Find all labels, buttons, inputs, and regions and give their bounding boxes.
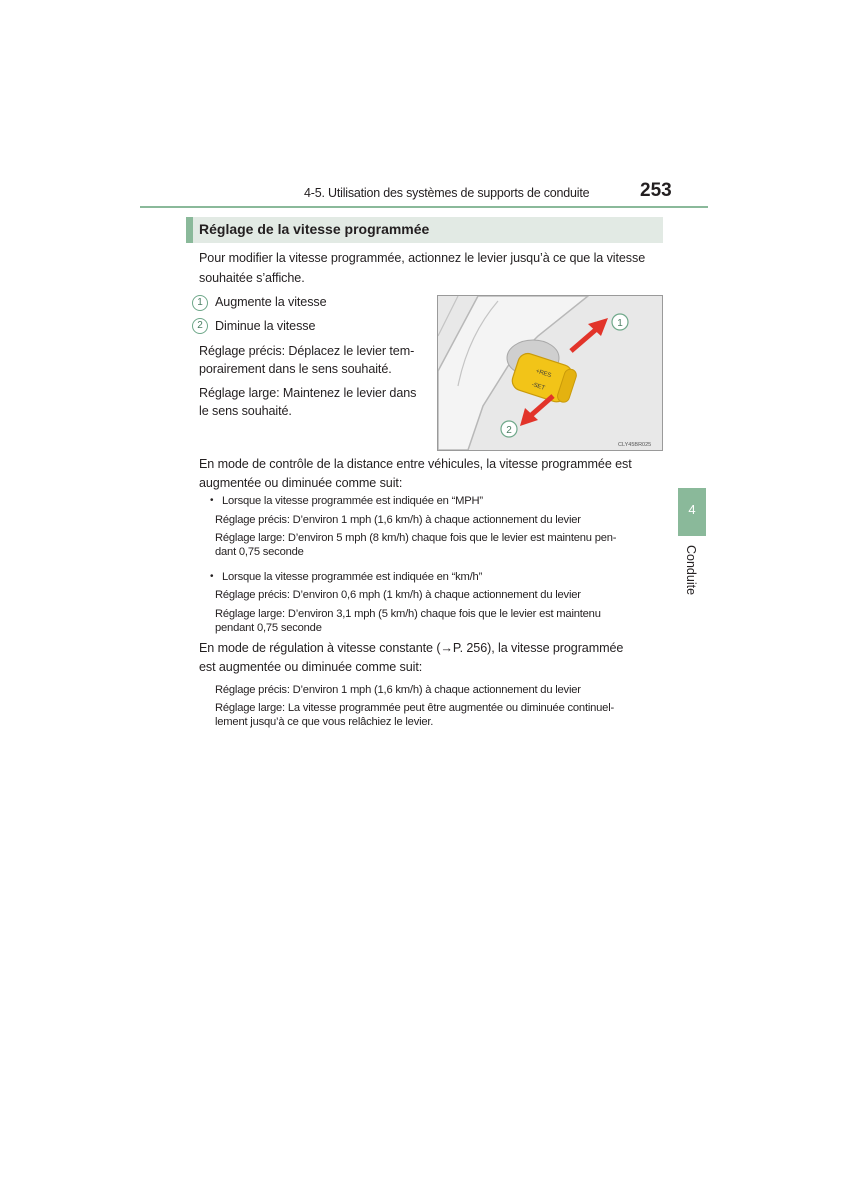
header-divider	[140, 206, 708, 208]
distance-mode-line-2: augmentée ou diminuée comme suit:	[199, 476, 403, 490]
mph-coarse-line-1: Réglage large: D’environ 5 mph (8 km/h) chaque fois que le levier est maintenu pen-	[215, 532, 617, 544]
kmh-bullet: Lorsque la vitesse programmée est indiquée en “km/h”	[222, 571, 483, 583]
constant-mode-line-1: En mode de régulation à vitesse constante (→P. 256), la vitesse programmée	[199, 641, 624, 655]
fine-adjust-line-2: porairement dans le sens souhaité.	[199, 362, 392, 376]
kmh-coarse-line-1: Réglage large: D’environ 3,1 mph (5 km/h) chaque fois que le levier est maintenu	[215, 608, 601, 620]
coarse-adjust-line-1: Réglage large: Maintenez le levier dans	[199, 386, 417, 400]
intro-line-1: Pour modifier la vitesse programmée, actionnez le levier jusqu’à ce que la vitesse	[199, 251, 646, 265]
kmh-fine: Réglage précis: D’environ 0,6 mph (1 km/h) à chaque actionnement du levier	[215, 589, 581, 601]
svg-text:-SET: -SET	[530, 381, 546, 392]
constant-mode-line-2: est augmentée ou diminuée comme suit:	[199, 660, 423, 674]
cruise-lever-illustration	[437, 295, 663, 451]
svg-text:+RES: +RES	[534, 368, 552, 380]
page-header-title: 4-5. Utilisation des systèmes de supports de conduite	[304, 186, 590, 200]
fine-adjust-line-1: Réglage précis: Déplacez le levier tem-	[199, 344, 415, 358]
mph-coarse-line-2: dant 0,75 seconde	[215, 546, 304, 558]
bullet-dot: •	[210, 571, 214, 582]
figure-marker-1-label: 1	[617, 318, 623, 329]
chapter-number: 4	[688, 502, 696, 517]
bullet-dot: •	[210, 495, 214, 506]
chapter-label: Conduite	[684, 545, 698, 596]
section-heading-bar	[186, 217, 663, 243]
marker-2-icon: 2	[192, 318, 208, 334]
page-number: 253	[640, 180, 672, 201]
mph-bullet: Lorsque la vitesse programmée est indiquée en “MPH”	[222, 495, 483, 507]
section-heading: Réglage de la vitesse programmée	[199, 221, 430, 237]
chapter-tab	[678, 488, 706, 536]
distance-mode-line-1: En mode de contrôle de la distance entre véhicules, la vitesse programmée est	[199, 457, 632, 471]
constant-coarse-line-2: lement jusqu’à ce que vous relâchiez le levier.	[215, 716, 434, 728]
marker-1-icon: 1	[192, 295, 208, 311]
intro-line-2: souhaitée s’affiche.	[199, 271, 305, 285]
kmh-coarse-line-2: pendant 0,75 seconde	[215, 622, 322, 634]
constant-fine: Réglage précis: D’environ 1 mph (1,6 km/h) à chaque actionnement du levier	[215, 684, 581, 696]
figure-code: CLY45BR025	[618, 442, 652, 448]
mph-fine: Réglage précis: D’environ 1 mph (1,6 km/h) à chaque actionnement du levier	[215, 514, 581, 526]
item-decrease-speed: Diminue la vitesse	[215, 319, 316, 333]
lever-body	[510, 351, 579, 406]
constant-coarse-line-1: Réglage large: La vitesse programmée peut être augmentée ou diminuée continuel-	[215, 702, 615, 714]
lever-diagram	[438, 296, 662, 450]
coarse-adjust-line-2: le sens souhaité.	[199, 404, 292, 418]
item-increase-speed: Augmente la vitesse	[215, 295, 327, 309]
figure-marker-2-label: 2	[506, 425, 512, 436]
